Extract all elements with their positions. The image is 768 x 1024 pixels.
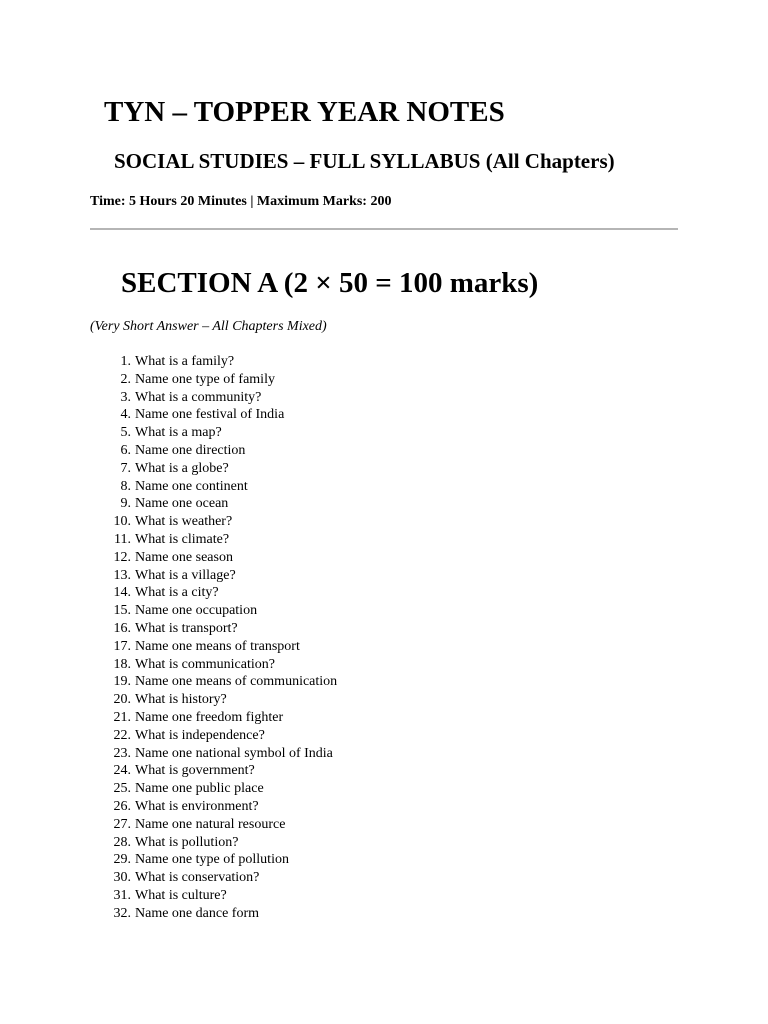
question-item (90, 371, 337, 389)
question-item (90, 851, 337, 869)
question-item (90, 780, 337, 798)
question-item (90, 602, 337, 620)
question-item (90, 638, 337, 656)
question-number: 23. (113, 745, 131, 761)
question-item (90, 745, 337, 763)
question-text: What is climate? (135, 531, 230, 547)
question-text: What is history? (135, 692, 227, 708)
question-text: Name one dance form (135, 905, 259, 921)
question-number: 5. (120, 425, 131, 441)
document-title: TYN – TOPPER YEAR NOTES (104, 96, 505, 128)
question-number: 31. (113, 887, 131, 903)
question-item (90, 353, 337, 371)
question-item (90, 798, 337, 816)
question-text: What is transport? (135, 620, 238, 636)
question-item (90, 406, 337, 424)
question-text: Name one natural resource (135, 816, 286, 832)
question-item (90, 673, 337, 691)
question-number: 18. (113, 656, 131, 672)
question-text: What is a village? (135, 567, 236, 583)
question-number: 24. (113, 763, 131, 779)
question-item (90, 691, 337, 709)
question-number: 8. (120, 478, 131, 494)
question-item (90, 905, 337, 923)
question-item (90, 656, 337, 674)
question-item (90, 709, 337, 727)
question-number: 11. (114, 531, 131, 547)
question-number: 28. (113, 834, 131, 850)
question-text: Name one continent (135, 478, 248, 494)
question-text: Name one freedom fighter (135, 709, 284, 725)
question-number: 21. (113, 709, 131, 725)
question-text: Name one means of transport (135, 638, 300, 654)
section-title: SECTION A (2 × 50 = 100 marks) (121, 267, 539, 299)
question-text: What is communication? (135, 656, 275, 672)
question-text: What is independence? (135, 727, 265, 743)
question-number: 29. (113, 852, 131, 868)
question-number: 32. (113, 905, 131, 921)
question-item (90, 531, 337, 549)
question-text: What is a community? (135, 389, 262, 405)
question-item (90, 389, 337, 407)
question-number: 15. (113, 603, 131, 619)
question-text: Name one public place (135, 781, 264, 797)
question-text: Name one season (135, 549, 233, 565)
question-number: 30. (113, 870, 131, 886)
question-number: 3. (120, 389, 131, 405)
question-number: 6. (120, 442, 131, 458)
question-item (90, 816, 337, 834)
question-text: What is pollution? (135, 834, 239, 850)
question-number: 7. (120, 460, 131, 476)
question-number: 17. (113, 638, 131, 654)
question-text: Name one means of communication (135, 674, 338, 690)
question-number: 16. (113, 620, 131, 636)
question-number: 12. (113, 549, 131, 565)
question-text: Name one type of family (135, 371, 275, 387)
question-item (90, 887, 337, 905)
exam-time-and-marks: Time: 5 Hours 20 Minutes | Maximum Marks: 200 (90, 194, 392, 209)
horizontal-divider (90, 228, 678, 230)
question-text: What is conservation? (135, 870, 260, 886)
question-item (90, 424, 337, 442)
question-text: Name one direction (135, 442, 246, 458)
question-number: 20. (113, 692, 131, 708)
question-list (90, 353, 337, 923)
question-number: 26. (113, 798, 131, 814)
question-text: What is government? (135, 763, 255, 779)
question-text: What is a family? (135, 354, 235, 369)
question-item (90, 513, 337, 531)
question-item (90, 567, 337, 585)
question-text: Name one occupation (135, 603, 258, 619)
question-text: What is a city? (135, 585, 219, 601)
question-item (90, 762, 337, 780)
question-number: 9. (120, 496, 131, 512)
question-item (90, 495, 337, 513)
question-text: Name one ocean (135, 496, 229, 512)
question-text: What is environment? (135, 798, 259, 814)
question-number: 4. (120, 407, 131, 423)
question-number: 19. (113, 674, 131, 690)
section-note: (Very Short Answer – All Chapters Mixed) (90, 319, 327, 334)
question-item (90, 727, 337, 745)
question-item (90, 834, 337, 852)
question-text: Name one national symbol of India (135, 745, 333, 761)
question-text: Name one festival of India (135, 407, 285, 423)
question-item (90, 442, 337, 460)
question-number: 25. (113, 781, 131, 797)
question-item (90, 869, 337, 887)
question-item (90, 460, 337, 478)
question-text: What is a map? (135, 425, 222, 441)
question-number: 27. (113, 816, 131, 832)
question-number: 10. (113, 514, 131, 530)
question-item (90, 549, 337, 567)
question-text: What is a globe? (135, 460, 229, 476)
question-number: 13. (113, 567, 131, 583)
question-item (90, 584, 337, 602)
question-text: What is culture? (135, 887, 227, 903)
question-number: 14. (113, 585, 131, 601)
question-item (90, 478, 337, 496)
question-number: 22. (113, 727, 131, 743)
question-number: 1. (120, 354, 131, 369)
question-text: Name one type of pollution (135, 852, 289, 868)
document-subtitle: SOCIAL STUDIES – FULL SYLLABUS (All Chapters) (114, 149, 615, 173)
question-text: What is weather? (135, 514, 233, 530)
question-item (90, 620, 337, 638)
question-number: 2. (120, 371, 131, 387)
